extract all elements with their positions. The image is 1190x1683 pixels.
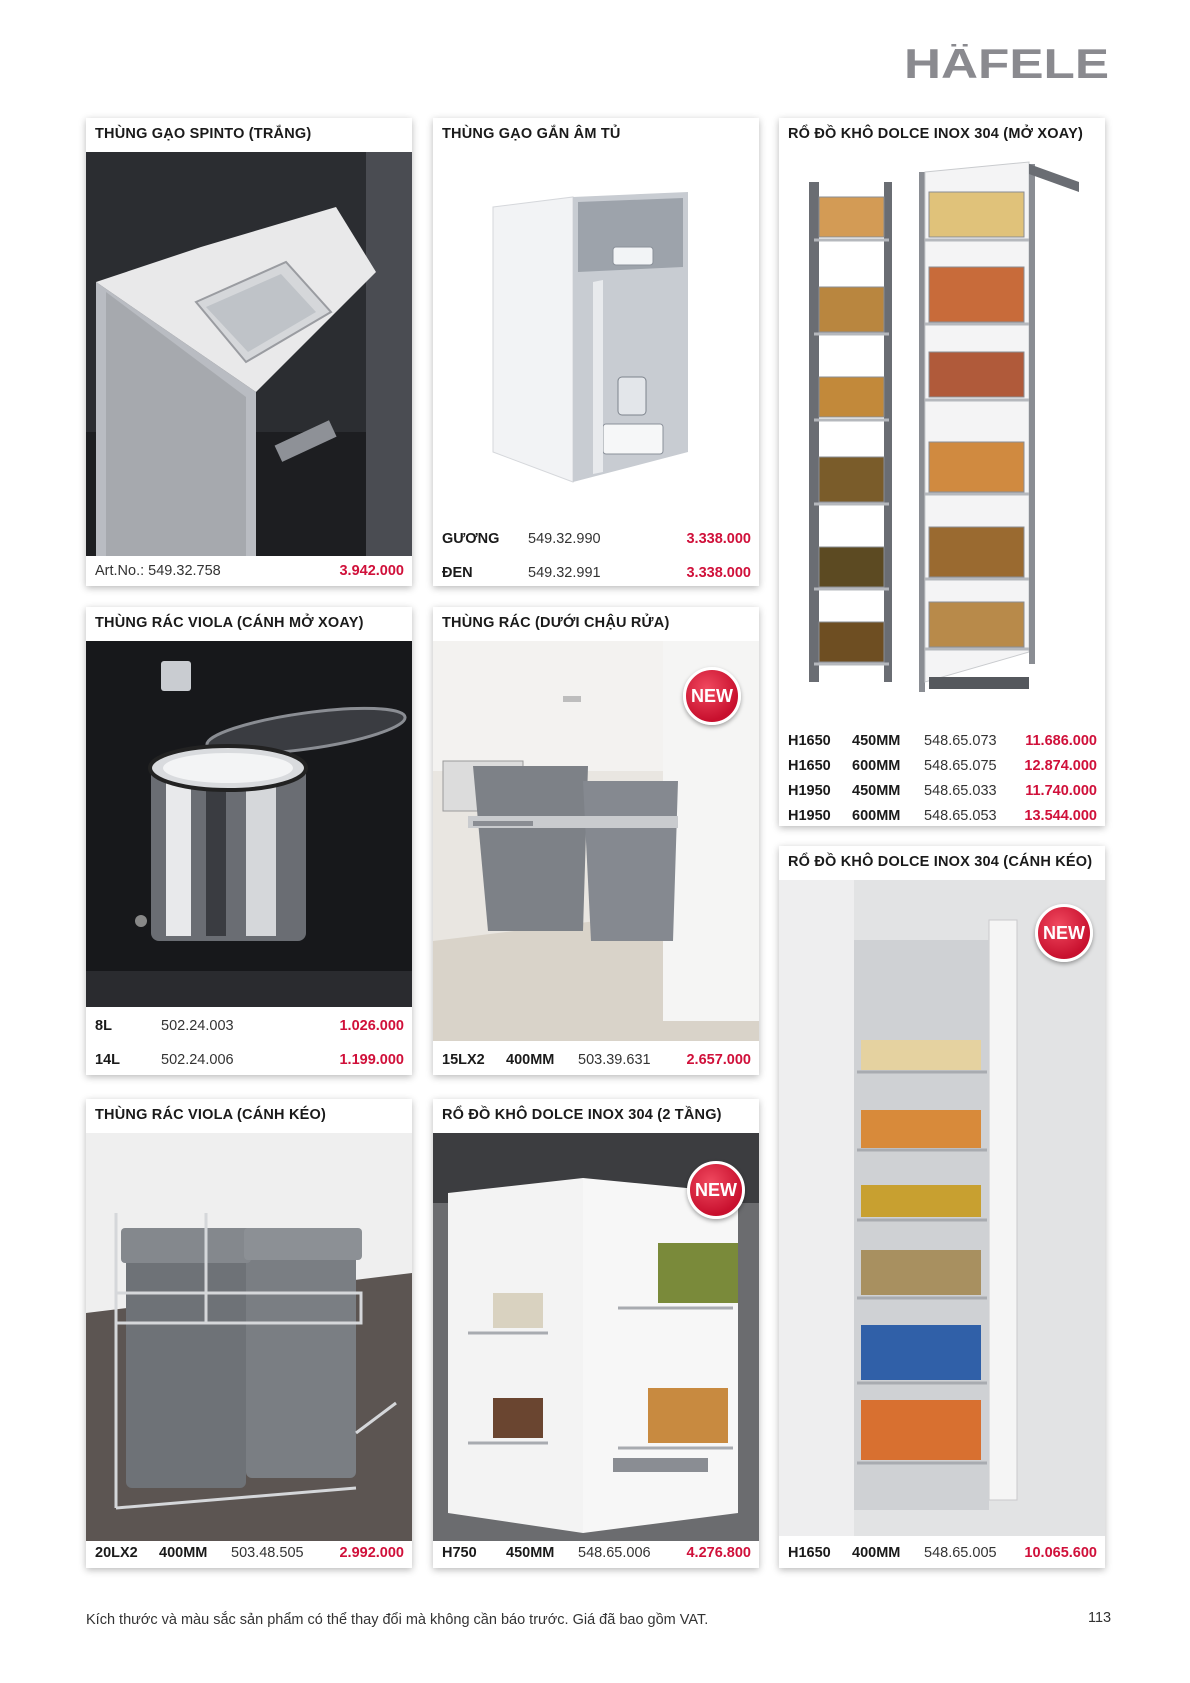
spec-row [442,528,751,550]
product-title: RỔ ĐỒ KHÔ DOLCE INOX 304 (2 TẦNG) [442,1107,722,1123]
spec-row [442,1542,751,1564]
spec-row [95,1542,404,1564]
new-badge: NEW [1035,904,1093,962]
price: 1.199.000 [339,1052,404,1068]
footer-disclaimer: Kích thước và màu sắc sản phẩm có thể thay đổi mà không cần báo trước. Giá đã bao gồm VAT. [86,1612,709,1628]
article-number: 548.65.053 [924,808,997,824]
variant-label: 15LX2 [442,1052,485,1068]
price: 3.942.000 [339,563,404,579]
hafele-logo [904,44,1109,84]
price: 1.026.000 [339,1018,404,1034]
spec-row [788,730,1097,752]
spec-row [95,1015,404,1037]
width-label: 450MM [506,1545,555,1561]
price: 2.992.000 [339,1545,404,1561]
article-number: 548.65.073 [924,733,997,749]
height-label: H1650 [788,758,831,774]
spec-row [788,1542,1097,1564]
product-title: THÙNG RÁC VIOLA (CÁNH MỞ XOAY) [95,615,364,631]
price: 4.276.800 [686,1545,751,1561]
article-number: 548.65.033 [924,783,997,799]
price: 3.338.000 [686,565,751,581]
article-number: 503.48.505 [231,1545,304,1561]
width-label: 600MM [852,808,901,824]
spec-row [442,562,751,584]
price: 3.338.000 [686,531,751,547]
height-label: H1650 [788,733,831,749]
product-image-rice-bin-spinto [86,152,412,556]
product-card-spinto [86,118,412,586]
price: 13.544.000 [1024,808,1097,824]
article-number: 548.65.075 [924,758,997,774]
spec-row [442,1049,751,1071]
variant-label: 8L [95,1018,112,1034]
product-title: THÙNG GẠO GẮN ÂM TỦ [442,126,621,142]
variant-label: GƯƠNG [442,531,500,547]
product-card-under-sink-bin [433,607,759,1075]
product-title: THÙNG RÁC VIOLA (CÁNH KÉO) [95,1107,327,1123]
variant-label: 14L [95,1052,120,1068]
price: 10.065.600 [1024,1545,1097,1561]
price: 2.657.000 [686,1052,751,1068]
spec-row [788,780,1097,802]
page-number: 113 [1088,1610,1112,1626]
article-number: 548.65.006 [578,1545,651,1561]
product-image-dolce-swing-pantry [779,152,1105,712]
product-card-viola-swing [86,607,412,1075]
product-title: RỔ ĐỒ KHÔ DOLCE INOX 304 (MỞ XOAY) [788,126,1083,142]
price: 11.740.000 [1025,783,1097,799]
spec-row [95,1049,404,1071]
product-image-viola-swing-bin [86,641,412,1007]
variant-label: H750 [442,1545,477,1561]
new-badge: NEW [683,667,741,725]
spec-row [788,755,1097,777]
new-badge: NEW [687,1161,745,1219]
article-number: 502.24.003 [161,1018,234,1034]
product-card-rice-bin-built-in [433,118,759,586]
article-number: 548.65.005 [924,1545,997,1561]
width-label: 400MM [852,1545,901,1561]
article-number: Art.No.: 549.32.758 [95,563,221,579]
product-image-rice-bin-built-in [433,152,759,524]
spec-row [788,805,1097,827]
product-title: THÙNG RÁC (DƯỚI CHẬU RỬA) [442,615,670,631]
variant-label: 20LX2 [95,1545,138,1561]
article-number: 549.32.991 [528,565,601,581]
price: 11.686.000 [1025,733,1097,749]
width-label: 450MM [852,733,901,749]
price: 12.874.000 [1024,758,1097,774]
width-label: 600MM [852,758,901,774]
height-label: H1950 [788,808,831,824]
product-card-viola-pull [86,1099,412,1568]
product-card-dolce-pull [779,846,1105,1568]
article-number: 549.32.990 [528,531,601,547]
product-title: RỔ ĐỒ KHÔ DOLCE INOX 304 (CÁNH KÉO) [788,854,1093,870]
product-title: THÙNG GẠO SPINTO (TRẮNG) [95,126,312,142]
variant-label: H1650 [788,1545,831,1561]
product-card-dolce-two-tier [433,1099,759,1568]
width-label: 450MM [852,783,901,799]
variant-label: ĐEN [442,565,473,581]
article-number: 503.39.631 [578,1052,651,1068]
width-label: 400MM [159,1545,208,1561]
product-image-viola-pull-bin [86,1133,412,1541]
height-label: H1950 [788,783,831,799]
spec-row [95,560,404,582]
article-number: 502.24.006 [161,1052,234,1068]
product-card-dolce-swing [779,118,1105,826]
brand-name: HÄFELE [904,44,1109,84]
width-label: 400MM [506,1052,555,1068]
product-image-dolce-pull-pantry [779,880,1105,1536]
